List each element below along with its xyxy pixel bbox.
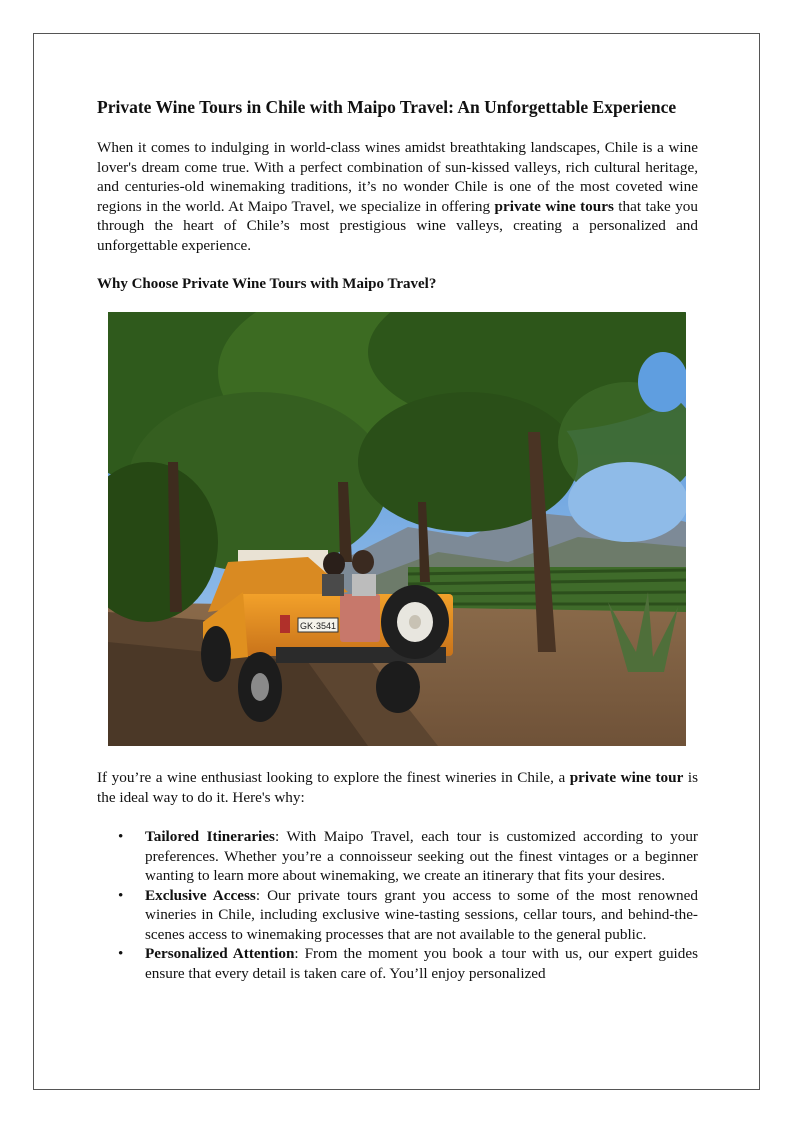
intro-text-1: When it comes to indulging in world-class wines amidst breathtaking landscapes, Chile is a wine lover's dream come true. With a perfect combination of sun-kissed valleys, rich cultural heritage, and centuries-old winemaking traditions, it’s no wonder Chile is one of the most coveted wine regions in the world. At Maipo Travel, we specialize in offering [97, 139, 698, 215]
list-item-text: : From the moment you book a tour with us, our expert guides ensure that every detail is taken care of. You’ll enjoy personalized [145, 945, 698, 982]
intro-bold: private wine tours [494, 197, 614, 215]
section-heading: Why Choose Private Wine Tours with Maipo Travel? [97, 276, 437, 292]
license-plate: GK·3541 [299, 621, 337, 631]
list-item-text: : With Maipo Travel, each tour is customized according to your preferences. Whether you’re a connoisseur seeking out the finest vintages or a beginner wanting to learn more about winemaking, we create an itinerary that fits your desires. [145, 828, 698, 884]
why-text-1: If you’re a wine enthusiast looking to explore the finest wineries in Chile, a [97, 769, 570, 786]
intro-paragraph [97, 138, 698, 255]
list-item-title: Tailored Itineraries [145, 828, 275, 845]
list-item-text: : Our private tours grant you access to some of the most renowned wineries in Chile, including exclusive wine-tasting sessions, cellar tours, and behind-the-scenes access to winemaking processes that are not available to the general public. [145, 886, 698, 943]
document-content [97, 96, 698, 983]
bullet-icon: • [118, 828, 124, 845]
why-paragraph [97, 768, 698, 807]
why-text-2: is the ideal way to do it. Here's why: [97, 769, 698, 806]
page-title: Private Wine Tours in Chile with Maipo Travel: An Unforgettable Experience [97, 97, 677, 117]
list-item [97, 944, 698, 983]
list-item-title: Personalized Attention [145, 945, 295, 962]
reasons-list [97, 827, 698, 983]
bullet-icon: • [118, 886, 124, 904]
list-item [97, 886, 698, 945]
bullet-icon: • [118, 945, 124, 962]
intro-text-2: that take you through the heart of Chile’s most prestigious wine valleys, creating a personalized and unforgettable experience. [97, 197, 698, 254]
list-item [97, 827, 698, 886]
list-item-title: Exclusive Access [145, 886, 256, 904]
jeep-vineyard-photo [108, 312, 686, 746]
why-bold: private wine tour [569, 769, 684, 786]
